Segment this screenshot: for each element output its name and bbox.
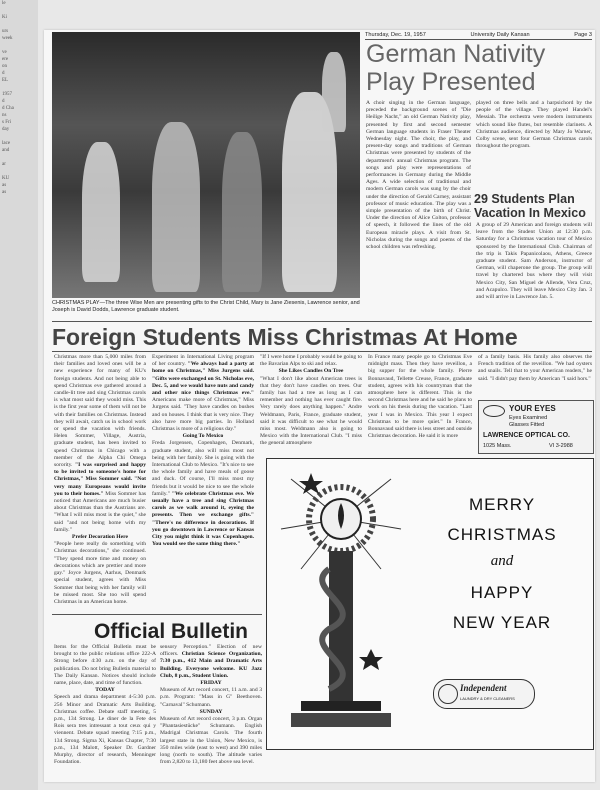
nativity-headline: German Nativity Play Presented <box>366 40 546 96</box>
photo-figure-wiseman-1 <box>82 142 120 282</box>
candle-illustration <box>271 459 421 749</box>
eye-icon <box>483 405 505 417</box>
adjacent-page-strip <box>0 0 38 790</box>
foreign-col1-text-c: "People here really do something with Christmas decorations," she continued. "They spend more time and money on decorations which are prettier and more gay." Joyce Jurgens, Aarhus, Denmark special student, agrees with Miss Sommer that being with her family will be missed most. She too will spend Christmas in an American home. <box>54 541 146 605</box>
bulletin-sunday-head: SUNDAY <box>199 708 223 715</box>
vacation-text: A group of 29 American and foreign students will leave from the Student Union at 12:30 p.m. Saturday for a Christmas vacation tour of Mexico sponsored by the International Club. Chairman of the trip is Takis Papanicolaou, Athens, Greece graduate student. Sam Anderson, instructor of German, will chaperone the group. The group will travel by chartered bus where they will visit Mexico City, San Miguel de Allende, Vera Cruz, and Acapulco. They will leave Mexico City Jan. 3 and will arrive in Lawrence Jan. 5. <box>476 222 592 301</box>
optical-ad-phone: VI 3-2988 <box>549 443 573 449</box>
optical-ad-headline: YOUR EYES <box>509 404 556 413</box>
bulletin-col2-b: KU Jazz Club, 8 p.m., Student Union. <box>160 665 262 679</box>
candle-stand-icon <box>291 713 391 727</box>
greeting-merry: MERRY <box>468 495 536 514</box>
header-page: Page 3 <box>574 32 592 38</box>
banner-rule-bottom <box>52 351 592 352</box>
greeting-and-1: and <box>490 553 514 569</box>
foreign-column-3 <box>260 354 362 454</box>
bulletin-today: Speech and drama department 4-5:30 p.m. 256 Minor and Dramatic Arts Building. Christmas coffee. Debate staff meeting, 5 p.m., 134 Strong. Le diner de la Fete des Rois sera tres intressant a tout ceux qui y viennent. Debate squad meeting 7:15 p.m., 134 Strong. Sigma Xi, Kansas Chapter, 7:30 p.m., 134 Malott, Speaker Dr. Gardner Murphy, director of research, Menninger Foundation. <box>54 694 156 766</box>
nativity-column-1: A choir singing in the German language, preceded the background scenes of "Die Heilige Nacht," an old German Nativity play, presented by first and second semester German language students in Fraser Theater Wednesday night. The choir, the play, and present-day songs and traditions of German Christmas were presented by students of the department's annual Christmas program. The songs and play were representations of performances in Germany during the Middle Ages. A wide selection of traditional and modern German carols was sung by the choir under the direction of Gerald Carney, assistant professor of music education. The play was a simple presentation of the birth of Christ. Under the direction of Alice Colton, professor of speech, it followed the lines of the old European miracle plays. A visit from St. Nicholas during the songs and poems of the school children was refreshing. <box>366 100 471 251</box>
foreign-col2-quote: "We always had a party at home on Christmas," Miss Jurgens said. "Gifts were exchanged on St. Nicholas eve, Dec. 5, and we would have nuts and candy and other nice things Christmas eve." <box>152 361 254 397</box>
bulletin-rule <box>52 614 262 615</box>
foreign-column-5: of a family basis. His family also observes the French tradition of the reveillon. "We had oysters and snails. Tell that to your American readers," he said. "I didn't pay them by American "I said hors." <box>478 354 592 382</box>
foreign-col2-quote-3: "There's no difference in decorations. If you go downtown in Lawrence or Kansas City you might think it was Copenhagen. You would see the same thing there." <box>152 519 254 548</box>
bulletin-column-1 <box>54 644 156 784</box>
optical-ad-address: 1025 Mass. <box>483 443 512 449</box>
christmas-greeting-ad <box>266 458 594 750</box>
foreign-col1-quote: "I was surprised and happy to be invited to someone's home for Christmas," Miss Sommer said. "Not very many Europeans would invite you to their homes." <box>54 462 146 497</box>
foreign-col2-quote-2: "We celebrate Christmas eve. We usually have a tree and sing Christmas carols as we walk around it, eyeing the presents. Then we exchange gifts." <box>152 490 254 519</box>
page-header <box>365 32 592 38</box>
star-icon <box>299 473 323 494</box>
foreign-col2-text-c: Freda Jorgensen, Copenhagen, Denmark, graduate student, also will miss most not being with her family. She is going with the International Club to Mexico. "It's nice to see the whole family and have meals of goose and duck. Of course, I'll miss most my friends but it would be nice to see the whole family." <box>152 440 254 497</box>
bulletin-friday-head: FRIDAY <box>200 680 222 687</box>
christmas-play-photo <box>52 32 360 298</box>
sponsor-logo <box>433 679 535 709</box>
foreign-column-1 <box>54 354 146 612</box>
foreign-column-2 <box>152 354 254 612</box>
foreign-col1-subhead: Prefer Decoration Here <box>72 534 128 541</box>
foreign-col1-text-b: Miss Sommer has noticed that Americans are much busier about Christmas than the Austrians are. "What I will miss most is the quiet," she said "and not being home with my family." <box>54 490 146 533</box>
foreign-column-4: In France many people go to Christmas Eve midnight mass. Then they have reveillon, a big supper for the whole family. Pierre Bonnavaud, Tellette Creuse, France, graduate student, agrees with his countryman that the atmosphere here is different. This is the second Christmas here and he said he plans to work on his thesis during the vacation. "Last year I was in Mexico. This year I expect Christmas to be more quiet." In France, Bonnavaud said there is less street and outside Christmas decoration. He said it is more <box>368 354 472 440</box>
foreign-col2-text-b: Americans make more of Christmas," Miss Jurgens said. "They have candles on bushes and on houses. I think that is very nice. They also have more big parties. In Holland Christmas is more of a religious day." <box>152 397 254 433</box>
optical-ad-name: LAWRENCE OPTICAL CO. <box>483 432 570 439</box>
bulletin-column-2 <box>160 644 262 784</box>
bulletin-intro: Items for the Official Bulletin must be brought to the public relations office 222-A Strong before 4:30 a.m. on the day of publication. Do not bring Bulletin material to The Daily Kansan. Notices should include name, place, date, and time of function. <box>54 644 156 687</box>
greeting-new-year: NEW YEAR <box>452 613 552 632</box>
bulletin-headline: Official Bulletin <box>94 620 249 643</box>
bulletin-col2-c: Museum of Art record concert, 11 a.m. and 3 p.m. Program: "Mass in G" Beethoven. "Carnaval" Schumann. <box>160 687 262 708</box>
foreign-col2-text: Experiment in International Living program of her country. <box>152 354 254 368</box>
bulletin-col2-text: sensory Perception." Election of new officers. <box>160 644 262 658</box>
bulletin-col2-d: Museum of Art record concert, 3 p.m. Organ "Phantasiestücke" Schumann. English Madrigal Christmas Carols. <box>160 716 262 737</box>
foreign-col2-subhead: Going To Mexico <box>182 433 224 440</box>
header-paper: University Daily Kansan <box>470 32 530 38</box>
optical-ad-line-3: Glasses Fitted <box>509 422 545 428</box>
banner-rule-top <box>52 321 592 322</box>
bulletin-col2-e: The fourth largest state in the Union, New Mexico, is 350 miles wide (east to west) and 390 miles long (north to south). The altitude varies from 2,820 to 13,180 feet above sea level. <box>160 730 262 766</box>
header-date: Thursday, Dec. 19, 1957 <box>365 32 426 38</box>
vacation-headline: 29 Students Plan Vacation In Mexico <box>474 192 586 220</box>
greeting-christmas: CHRISTMAS <box>447 525 557 544</box>
foreign-col1-text: Christmas more than 5,000 miles from their families and loved ones will be a new experience for many of KU's foreign students. And not being able to spend Christmas eve gathered around a candle-lit tree and sing Christmas carols is what most said they would miss. This is the first year some of them will not be with their families on Christmas. Instead they will await, catch us in school work or spend the vacation with friends. Helen Sommer, Village, Austria, graduate student, has been invited to spend Christmas in Chicago with a member of the Alpha Chi Omega sorority. <box>54 354 146 469</box>
optical-ad <box>478 400 594 454</box>
foreign-col3-text: "If I were home I probably would be going to the Bavarian Alps to ski and relax. <box>260 354 362 368</box>
photo-figure-angel <box>322 52 346 132</box>
photo-figure-wiseman-2 <box>152 122 200 292</box>
sponsor-name: Independent <box>460 683 507 693</box>
mascot-icon <box>438 684 458 704</box>
foreign-col3-subhead: She Likes Candles On Tree <box>278 368 344 375</box>
photo-caption: CHRISTMAS PLAY—The three Wise Men are presenting gifts to the Christ Child, Mary is Jane Ziesenis, Lawrence senior, and Joseph is David Dodds, Lawrence graduate student. <box>52 300 360 313</box>
sponsor-subtitle: LAUNDRY & DRY CLEANERS <box>460 696 515 701</box>
foreign-students-headline: Foreign Students Miss Christmas At Home <box>52 324 518 350</box>
bulletin-today-head: TODAY <box>95 687 115 694</box>
bulletin-col2-a: Christian Science Organization, 7:30 p.m., 412 Main and Dramatic Arts Building. Everyone welcome. <box>160 651 262 672</box>
star-icon-2 <box>359 649 383 670</box>
nativity-column-2: played on three bells and a harpsichord by the people of the village. They played Handel's Messiah. The orchestra were modern instruments which sound like flutes, but resemble clarinets. A Christmas audience, directed by Mary Jo Warner, Colby scene, sent four German Christmas carols throughout the program. <box>476 100 592 150</box>
foreign-col3-text-b: "What I don't like about American trees is that they don't have candles on trees. Our family has had a tree as long as I can remember and nothing has ever caught fire. Very rarely does anything happen." Andre Weldmann, Paris, France, graduate student, said it was difficult to see what he would miss most. Weldmann also is going to Mexico with the International Club. "I miss the general atmosphere <box>260 375 362 447</box>
optical-ad-line-2: Eyes Examined <box>509 415 548 421</box>
candle-base-icon <box>301 701 381 711</box>
greeting-happy: HAPPY <box>470 583 534 602</box>
photo-figure-wiseman-3 <box>222 132 262 292</box>
adjacent-page-text: le Ki urs week ve ere on d EL 1957 d d Cha ns s Fri day lace and ar KU as as <box>2 1 14 195</box>
